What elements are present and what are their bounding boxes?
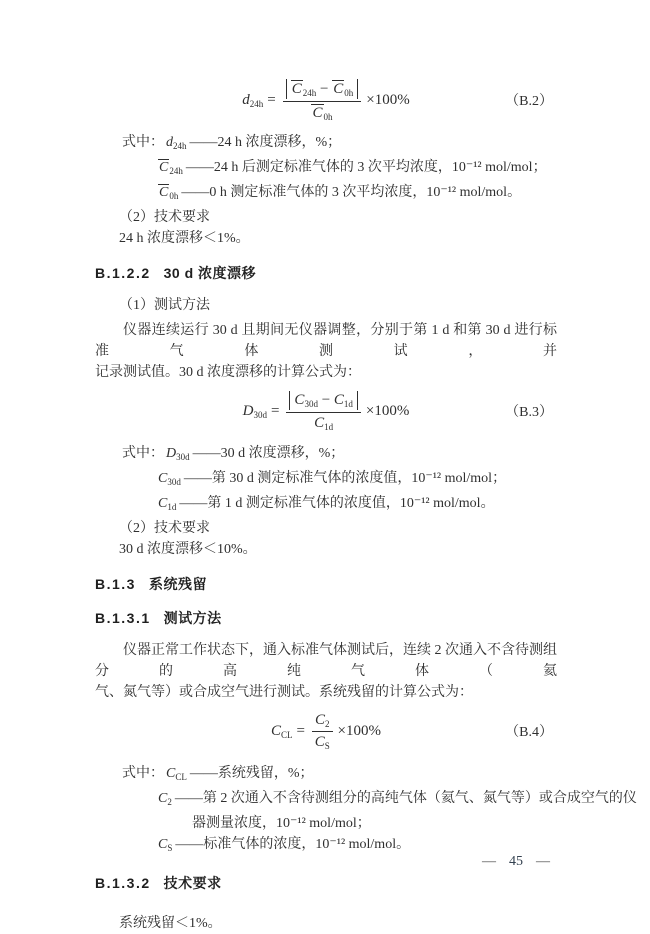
variable-subscript: 24h <box>249 98 264 109</box>
paragraph-line: 气、氮气等）或合成空气进行测试。系统残留的计算公式为： <box>95 685 473 700</box>
mean-overline <box>311 104 323 122</box>
section-heading-b13 <box>95 574 557 594</box>
term-symbol <box>166 135 187 150</box>
variable-symbol: C <box>291 81 302 97</box>
footer-dash-right: — <box>536 854 550 869</box>
variable-symbol: D <box>166 446 177 461</box>
equation-b4-lhs <box>271 723 293 740</box>
variable-symbol: C <box>159 185 169 200</box>
mean-overline <box>158 184 169 201</box>
definition-text: ——24 h 后测定标准气体的 3 次平均浓度，10⁻¹² mol/mol； <box>185 160 547 175</box>
definition-item <box>158 468 557 493</box>
page-footer <box>482 854 550 870</box>
variable-symbol: C <box>314 734 325 750</box>
section-title: 技术要求 <box>163 875 222 891</box>
fraction <box>286 390 361 432</box>
variable-subscript: 1d <box>343 399 353 409</box>
where-label: 式中： <box>122 135 164 150</box>
variable-subscript: 24h <box>302 88 317 98</box>
variable-subscript: CL <box>175 772 187 782</box>
section-title: 系统残留 <box>148 576 207 592</box>
variable-subscript: S <box>324 741 330 751</box>
variable-symbol: C <box>158 471 168 486</box>
requirement-value: 24 h 浓度漂移＜1%。 <box>119 231 250 246</box>
variable-symbol: D <box>242 402 254 419</box>
fraction-numerator <box>283 78 362 102</box>
section-number: B.1.2.2 <box>95 265 151 281</box>
equation-number: （B.4） <box>505 725 553 740</box>
absolute-value-group <box>286 79 359 99</box>
variable-subscript: 30d <box>253 409 267 420</box>
definition-item <box>158 182 557 207</box>
section-heading-b122 <box>95 263 557 283</box>
term-symbol <box>166 446 190 461</box>
fraction-denominator <box>315 732 330 751</box>
fraction-denominator <box>311 102 332 122</box>
equation-b3 <box>95 387 557 435</box>
variable-symbol: C <box>294 392 305 408</box>
term-symbol <box>158 185 178 200</box>
where-label: 式中： <box>122 446 164 461</box>
variable-symbol: d <box>242 91 250 108</box>
variable-subscript: 30d <box>167 477 181 487</box>
definition-text: 器测量浓度，10⁻¹² mol/mol； <box>192 816 371 831</box>
variable-subscript: 0h <box>323 112 333 122</box>
variable-symbol: C <box>312 105 323 121</box>
definition-list-b2 <box>95 132 557 207</box>
definition-item <box>122 763 557 788</box>
equation-number: （B.2） <box>505 94 553 109</box>
variable-subscript: S <box>167 843 173 853</box>
term-symbol <box>158 837 172 852</box>
requirement-value: 系统残留＜1%。 <box>119 916 222 931</box>
requirement-label: （2）技术要求 <box>119 210 210 225</box>
equals-sign: = <box>270 402 280 419</box>
times-100-percent: ×100% <box>365 402 410 419</box>
definition-text: ——24 h 浓度漂移，%； <box>189 135 342 150</box>
variable-subscript: 1d <box>167 502 177 512</box>
variable-symbol: d <box>166 135 173 150</box>
definition-item <box>158 788 637 813</box>
variable-subscript: CL <box>281 729 293 740</box>
section-title: 30 d 浓度漂移 <box>163 265 257 281</box>
variable-subscript: 24h <box>169 166 183 176</box>
equals-sign: = <box>296 722 305 739</box>
variable-symbol: C <box>158 837 168 852</box>
equation-b3-lhs <box>243 403 267 420</box>
definition-list-b4 <box>95 763 637 859</box>
variable-subscript: 30d <box>304 399 318 409</box>
requirement-label: （2）技术要求 <box>119 521 210 536</box>
variable-subscript: 0h <box>344 88 354 98</box>
times-100-percent: ×100% <box>337 722 381 739</box>
definition-text: ——系统残留，%； <box>189 766 314 781</box>
where-label: 式中： <box>122 766 164 781</box>
times-100-percent: ×100% <box>366 91 410 108</box>
variable-subscript: 1d <box>324 422 334 432</box>
variable-symbol: C <box>158 496 168 511</box>
variable-symbol: C <box>333 392 344 408</box>
definition-item <box>158 493 557 518</box>
definition-item <box>122 443 557 468</box>
variable-symbol: C <box>314 415 325 431</box>
variable-subscript: 30d <box>176 452 190 462</box>
variable-subscript: 2 <box>167 797 172 807</box>
paragraph-line: 仪器正常工作状态下，通入标准气体测试后，连续 2 次通入不含待测组分的高纯气体（氦 <box>95 643 557 679</box>
paragraph-line: 记录测试值。30 d 浓度漂移的计算公式为： <box>95 365 361 380</box>
section-number: B.1.3 <box>95 576 136 592</box>
section-heading-b131 <box>95 608 557 628</box>
equation-b2-lhs <box>242 92 263 109</box>
variable-subscript: 0h <box>169 191 179 201</box>
definition-text: ——30 d 浓度漂移，%； <box>192 446 345 461</box>
term-symbol <box>158 160 183 175</box>
variable-symbol: C <box>166 766 176 781</box>
mean-overline <box>291 80 303 98</box>
fraction <box>283 78 362 122</box>
method-label: （1）测试方法 <box>119 298 210 313</box>
absolute-value-group <box>289 391 358 410</box>
minus-sign: − <box>321 392 331 408</box>
variable-symbol: C <box>271 722 282 739</box>
definition-item <box>158 157 557 182</box>
variable-symbol: C <box>333 81 344 97</box>
fraction-numerator <box>286 390 361 413</box>
definition-text: ——第 30 d 测定标准气体的浓度值，10⁻¹² mol/mol； <box>183 471 507 486</box>
definition-text: ——第 1 d 测定标准气体的浓度值，10⁻¹² mol/mol。 <box>179 496 495 511</box>
definition-text: ——0 h 测定标准气体的 3 次平均浓度，10⁻¹² mol/mol。 <box>181 185 522 200</box>
term-symbol <box>158 791 172 806</box>
variable-symbol: C <box>158 791 168 806</box>
term-symbol <box>166 766 187 781</box>
definition-text: ——第 2 次通入不含待测组分的高纯气体（氦气、氮气等）或合成空气的仪 <box>174 791 637 806</box>
definition-item-continuation <box>192 813 557 834</box>
mean-overline <box>332 80 344 98</box>
definition-text: ——标准气体的浓度，10⁻¹² mol/mol。 <box>175 837 411 852</box>
minus-sign: − <box>320 81 329 97</box>
requirement-value: 30 d 浓度漂移＜10%。 <box>119 542 257 557</box>
fraction <box>312 711 333 751</box>
definition-item <box>122 132 557 157</box>
definition-list-b3 <box>95 443 557 518</box>
section-title: 测试方法 <box>163 610 222 626</box>
fraction-numerator <box>312 711 333 732</box>
mean-overline <box>158 159 169 176</box>
fraction-denominator <box>314 413 333 432</box>
variable-symbol: C <box>159 160 169 175</box>
variable-subscript: 2 <box>325 719 330 729</box>
section-heading-b132 <box>95 873 557 893</box>
paragraph-line: 仪器连续运行 30 d 且期间无仪器调整，分别于第 1 d 和第 30 d 进行标准气体测试，并 <box>95 323 557 359</box>
page-number: 45 <box>509 854 523 869</box>
equation-b2 <box>95 76 557 124</box>
section-number: B.1.3.1 <box>95 610 151 626</box>
term-symbol <box>158 496 176 511</box>
equation-number: （B.3） <box>505 405 553 420</box>
footer-dash-left: — <box>482 854 496 869</box>
term-symbol <box>158 471 181 486</box>
equation-b4 <box>95 707 557 755</box>
variable-symbol: C <box>315 712 326 728</box>
section-number: B.1.3.2 <box>95 875 151 891</box>
equals-sign: = <box>267 91 276 108</box>
variable-subscript: 24h <box>173 141 187 151</box>
